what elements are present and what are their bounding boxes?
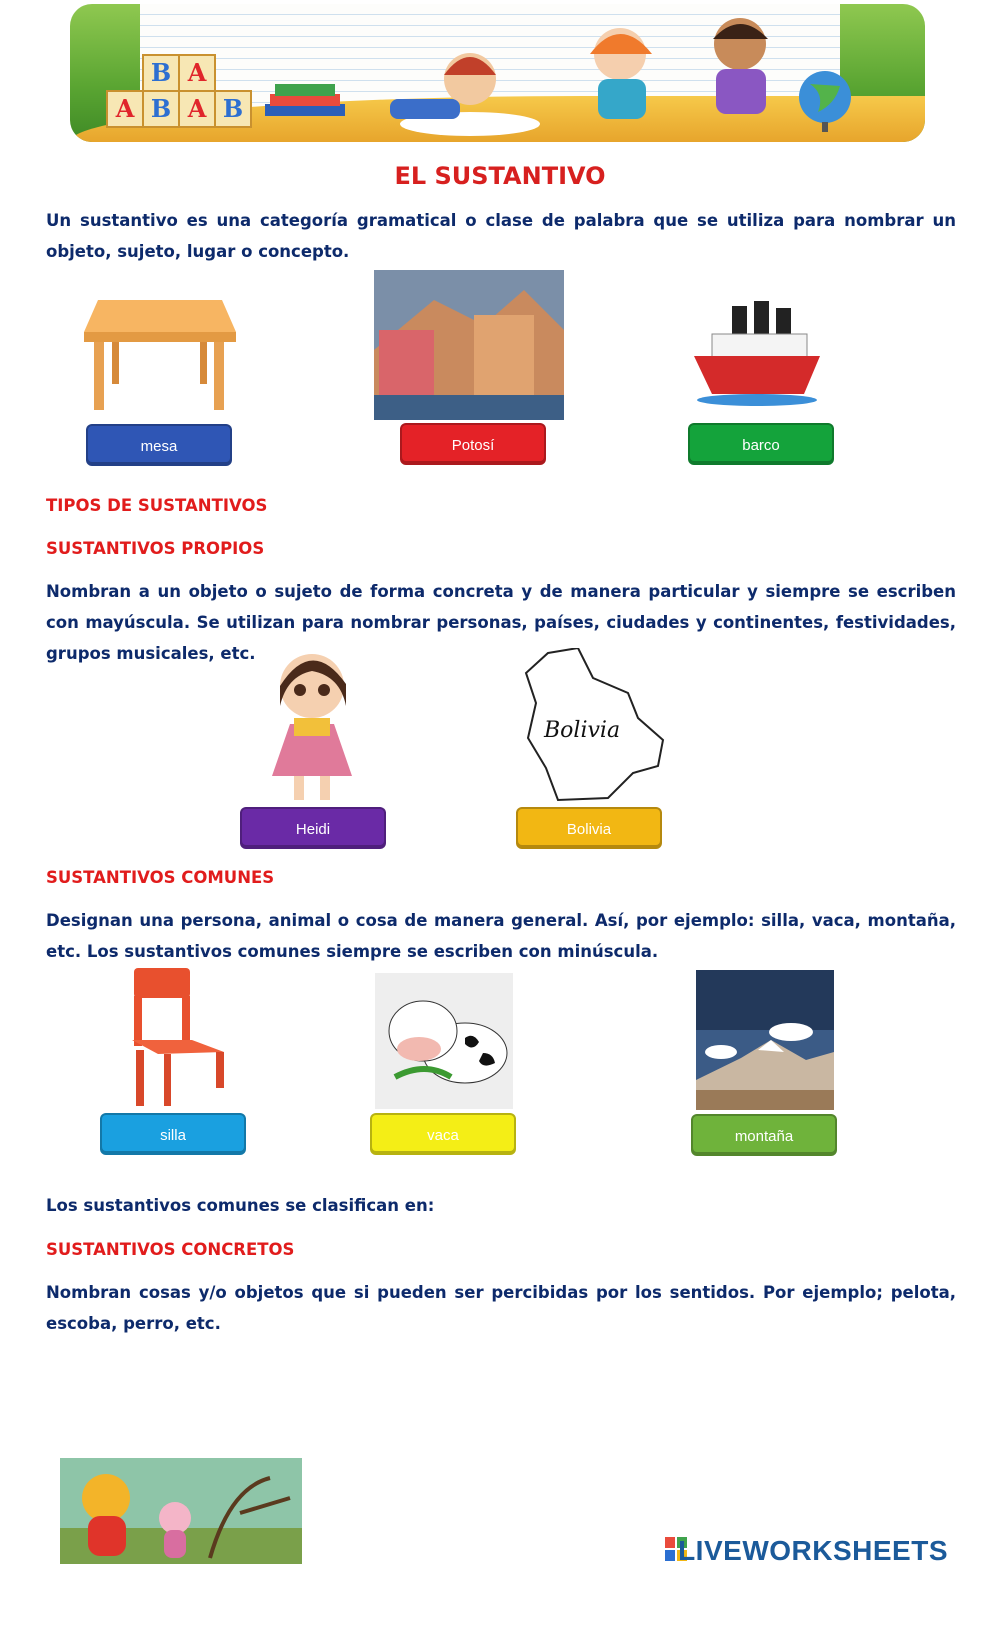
header-banner [70,4,925,142]
page-title: EL SUSTANTIVO [394,162,606,190]
classify-text: Los sustantivos comunes se clasifican en: [46,1196,435,1215]
letter-block: B [142,54,180,92]
bolivia-button[interactable] [516,807,662,849]
heidi-button[interactable] [240,807,386,849]
books-icon [260,74,350,124]
mesa-button[interactable] [86,424,232,466]
letter-block: A [178,90,216,128]
vaca-label: vaca [427,1127,459,1144]
common-heading: SUSTANTIVOS COMUNES [46,868,275,887]
globe-icon [790,64,860,134]
common-paragraph: Designan una persona, animal o cosa de manera general. Así, por ejemplo: silla, vaca, montaña, etc. Los sustantivos comunes siempre se escriben con minúscula. [46,911,956,961]
heidi-label: Heidi [295,821,331,838]
potosi-button[interactable] [400,423,546,465]
chair-image [128,968,228,1108]
concrete-heading: SUSTANTIVOS CONCRETOS [46,1240,295,1259]
concrete-paragraph: Nombran cosas y/o objetos que si pueden ser percibidas por los sentidos. Por ejemplo; pelota, escoba, perro, etc. [46,1283,956,1333]
proper-heading: SUSTANTIVOS PROPIOS [46,539,265,558]
montana-button[interactable] [691,1114,837,1156]
silla-button[interactable] [100,1113,246,1155]
types-heading: TIPOS DE SUSTANTIVOS [46,496,268,515]
silla-label: silla [160,1127,186,1144]
table-image [82,292,237,414]
heidi-image [262,646,362,804]
montana-label: montaña [734,1128,794,1145]
mountain-image [696,970,834,1110]
vaca-button[interactable] [370,1113,516,1155]
girl-icon [560,19,690,134]
pooh-image [60,1458,302,1564]
letter-block: B [142,90,180,128]
liveworksheets-logo: LIVEWORKSHEETS [678,1535,948,1566]
letter-block: B [214,90,252,128]
cow-image [375,973,513,1109]
boy-icon [680,9,800,129]
proper-paragraph: Nombran a un objeto o sujeto de forma concreta y de manera particular y siempre se escriben con mayúscula. Se utilizan para nombrar personas, países, ciudades y continentes, festividades, grupos musicales, etc. [46,582,956,663]
letter-block: A [106,90,144,128]
potosi-label: Potosí [451,437,495,454]
potosi-image [374,270,564,420]
intro-paragraph: Un sustantivo es una categoría gramatical o clase de palabra que se utiliza para nombrar un objeto, sujeto, lugar o concepto. [46,211,956,261]
letter-block: A [178,54,216,92]
mesa-label: mesa [140,438,178,455]
barco-button[interactable] [688,423,834,465]
barco-label: barco [742,437,780,454]
bolivia-label: Bolivia [566,821,612,838]
ship-image [692,296,822,408]
bolivia-map-label: Bolivia [544,718,621,743]
child-reading-icon [370,39,570,139]
